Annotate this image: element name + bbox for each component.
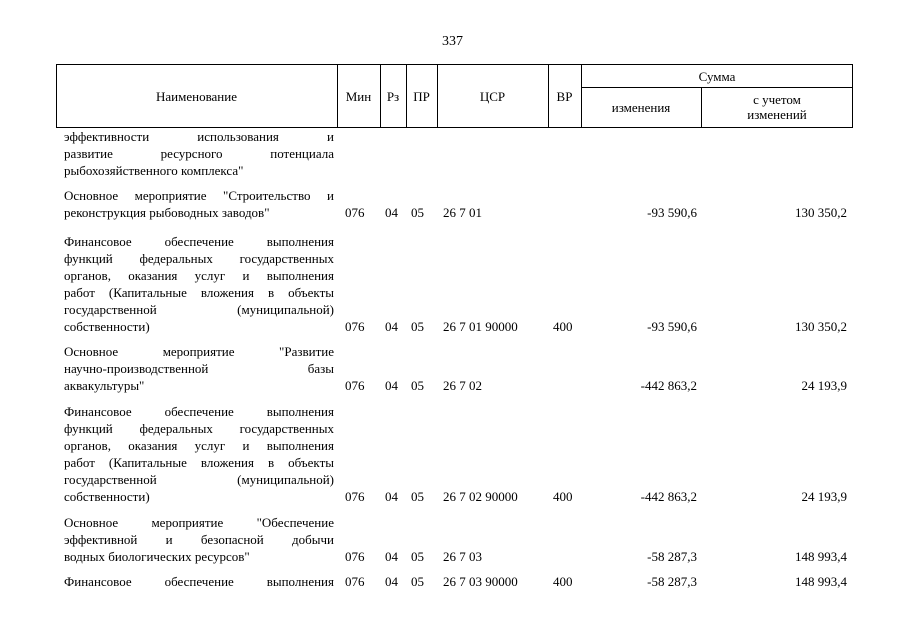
name-line <box>64 471 334 488</box>
cell-min: 076 <box>345 378 365 393</box>
cell-pr: 05 <box>411 205 424 220</box>
cell-csr: 26 7 03 <box>443 549 482 564</box>
cell-min: 076 <box>345 205 365 220</box>
name-line <box>64 128 334 145</box>
name-word: "Обеспечение <box>256 515 334 530</box>
cell-total: 130 350,2 <box>795 319 847 334</box>
name-word: мероприятие <box>151 515 224 530</box>
name-word: (муниципальной) <box>237 472 334 487</box>
name-line <box>64 301 334 318</box>
cell-changes: -58 287,3 <box>647 574 697 589</box>
name-word: государственной <box>64 302 157 317</box>
cell-rz: 04 <box>385 574 398 589</box>
cell-min: 076 <box>345 549 365 564</box>
name-word: научно-производственной <box>64 361 209 376</box>
name-line: реконструкция рыбоводных заводов" <box>64 205 270 220</box>
name-line: работ (Капитальные вложения в объекты <box>64 285 334 300</box>
cell-total: 130 350,2 <box>795 205 847 220</box>
name-line: Основное мероприятие "Строительство и <box>64 188 334 203</box>
name-word: базы <box>307 361 334 376</box>
row-name <box>64 128 334 179</box>
cell-csr: 26 7 03 90000 <box>443 574 518 589</box>
name-word: Основное <box>64 344 119 359</box>
name-line: собственности) <box>64 489 150 504</box>
cell-rz: 04 <box>385 549 398 564</box>
row-name <box>64 343 334 394</box>
cell-vr: 400 <box>553 489 573 504</box>
name-line: Финансовое обеспечение выполнения <box>64 234 334 249</box>
header-name: Наименование <box>156 89 237 104</box>
header-min: Мин <box>345 89 372 104</box>
name-word: мероприятие <box>162 344 235 359</box>
header-with-changes <box>701 92 853 122</box>
cell-min: 076 <box>345 319 365 334</box>
cell-rz: 04 <box>385 205 398 220</box>
name-line: органов, оказания услуг и выполнения <box>64 438 334 453</box>
row-name <box>64 573 334 590</box>
name-word: потенциала <box>270 146 334 161</box>
name-line <box>64 514 334 531</box>
cell-csr: 26 7 01 <box>443 205 482 220</box>
cell-changes: -93 590,6 <box>647 205 697 220</box>
cell-total: 148 993,4 <box>795 574 847 589</box>
name-line: работ (Капитальные вложения в объекты <box>64 455 334 470</box>
name-word: эффективности <box>64 129 150 144</box>
row-name <box>64 233 334 335</box>
name-line <box>64 343 334 360</box>
header-rz: Рз <box>386 89 400 104</box>
name-line <box>64 145 334 162</box>
name-line: функций федеральных государственных <box>64 421 334 436</box>
cell-total: 24 193,9 <box>801 378 847 393</box>
header-summa: Сумма <box>698 69 736 84</box>
name-line <box>64 573 334 590</box>
divider <box>581 87 853 88</box>
name-word: эффективной <box>64 532 138 547</box>
name-line: рыбохозяйственного комплекса" <box>64 163 244 178</box>
name-word: использования <box>197 129 279 144</box>
page-number: 337 <box>442 34 463 49</box>
cell-total: 148 993,4 <box>795 549 847 564</box>
cell-changes: -442 863,2 <box>640 378 697 393</box>
header-vr: ВР <box>556 89 573 104</box>
name-line: Финансовое обеспечение выполнения <box>64 404 334 419</box>
cell-pr: 05 <box>411 378 424 393</box>
name-word: развитие <box>64 146 113 161</box>
name-line: функций федеральных государственных <box>64 251 334 266</box>
cell-csr: 26 7 02 90000 <box>443 489 518 504</box>
name-line: водных биологических ресурсов" <box>64 549 250 564</box>
cell-pr: 05 <box>411 489 424 504</box>
name-line: собственности) <box>64 319 150 334</box>
cell-pr: 05 <box>411 574 424 589</box>
header-changes: изменения <box>611 100 671 115</box>
cell-vr: 400 <box>553 574 573 589</box>
cell-pr: 05 <box>411 319 424 334</box>
name-word: безопасной <box>200 532 264 547</box>
cell-changes: -93 590,6 <box>647 319 697 334</box>
cell-csr: 26 7 01 90000 <box>443 319 518 334</box>
cell-min: 076 <box>345 489 365 504</box>
name-word: добычи <box>292 532 334 547</box>
name-word: ресурсного <box>160 146 223 161</box>
row-name <box>64 403 334 505</box>
row-name <box>64 514 334 565</box>
name-line <box>64 531 334 548</box>
cell-total: 24 193,9 <box>801 489 847 504</box>
name-word: и <box>327 129 334 144</box>
cell-changes: -442 863,2 <box>640 489 697 504</box>
name-word: Финансовое <box>64 574 132 589</box>
name-word: и <box>165 532 173 547</box>
row-name <box>64 187 334 221</box>
cell-vr: 400 <box>553 319 573 334</box>
header-pr: ПР <box>413 89 430 104</box>
name-word: государственной <box>64 472 157 487</box>
cell-csr: 26 7 02 <box>443 378 482 393</box>
header-with-changes-line1: с учетом <box>753 92 801 107</box>
name-word: "Развитие <box>279 344 334 359</box>
cell-pr: 05 <box>411 549 424 564</box>
cell-rz: 04 <box>385 489 398 504</box>
cell-min: 076 <box>345 574 365 589</box>
header-with-changes-line2: изменений <box>747 107 807 122</box>
cell-rz: 04 <box>385 378 398 393</box>
name-word: обеспечение <box>164 574 234 589</box>
name-word: Основное <box>64 515 119 530</box>
name-line: органов, оказания услуг и выполнения <box>64 268 334 283</box>
name-word: выполнения <box>266 574 334 589</box>
name-word: (муниципальной) <box>237 302 334 317</box>
name-line <box>64 360 334 377</box>
header-csr: ЦСР <box>479 89 506 104</box>
cell-rz: 04 <box>385 319 398 334</box>
name-line: аквакультуры" <box>64 378 145 393</box>
cell-changes: -58 287,3 <box>647 549 697 564</box>
